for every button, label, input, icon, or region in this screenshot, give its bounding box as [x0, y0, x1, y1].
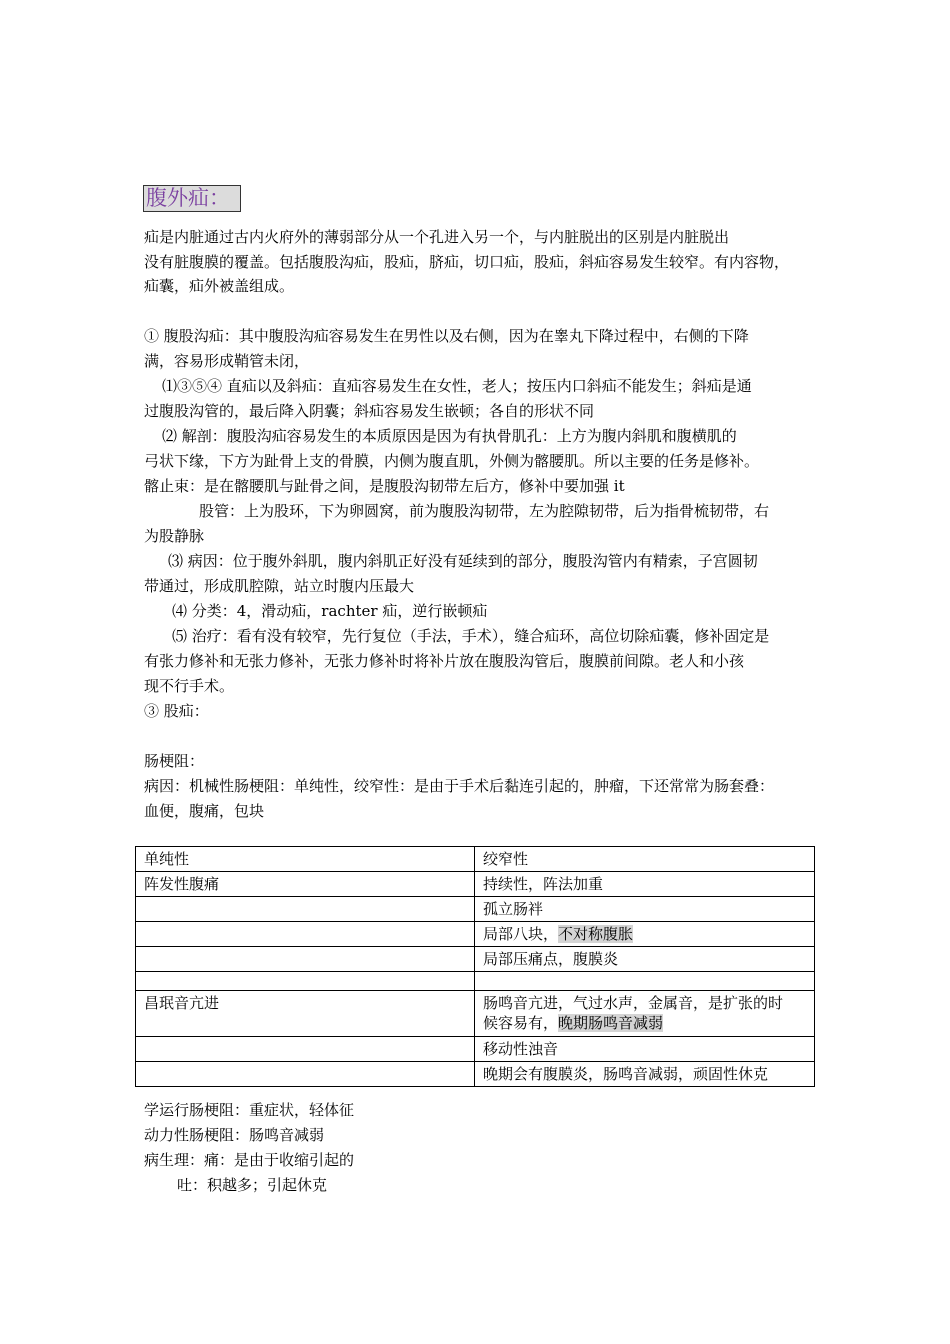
- table-header-strangulated: 绞窄性: [475, 847, 815, 872]
- table-cell: 阵发性腹痛: [136, 872, 475, 897]
- direct-indirect-line-1: ⑴③⑤④ 直疝以及斜疝：直疝容易发生在女性，老人；按压内口斜疝不能发生；斜疝是通: [162, 377, 752, 395]
- table-row: [136, 1062, 815, 1087]
- section-title: 腹外疝：: [143, 185, 241, 212]
- classification-line: ⑷ 分类：4，滑动疝，rachter 疝，逆行嵌顿疝: [172, 602, 488, 620]
- table-cell: 移动性浊音: [475, 1037, 815, 1062]
- table-cell: [136, 947, 475, 972]
- etiology-obstruction-line-1: 病因：机械性肠梗阻：单纯性，绞窄性：是由于手术后黏连引起的，肿瘤，下还常常为肠套叠：: [144, 777, 775, 795]
- table-cell: 晚期会有腹膜炎，肠鸣音减弱，顽固性休克: [475, 1062, 815, 1087]
- comparison-table: [135, 846, 815, 1087]
- table-cell-text: 候容易有，: [483, 1014, 559, 1032]
- table-row-empty: [136, 972, 815, 991]
- table-cell: [136, 897, 475, 922]
- femoral-hernia-heading: ③ 股疝：: [144, 702, 209, 720]
- table-header-simple: 单纯性: [136, 847, 475, 872]
- anatomy-line-1: ⑵ 解剖：腹股沟疝容易发生的本质原因是因为有执骨肌孔：上方为腹内斜肌和腹横肌的: [162, 427, 737, 445]
- etiology-line-2: 带通过，形成肌腔隙，站立时腹内压最大: [144, 577, 415, 595]
- dynamic-obstruction-line-2: 动力性肠梗阻：肠鸣音减弱: [144, 1126, 325, 1144]
- table-cell: [136, 1062, 475, 1087]
- inguinal-hernia-line-1: ① 腹股沟疝：其中腹股沟疝容易发生在男性以及右侧，因为在睾丸下降过程中，右侧的下降: [144, 327, 749, 345]
- femoral-canal-line-2: 为股静脉: [144, 527, 205, 545]
- anatomy-line-2: 弓状下缘，下方为趾骨上支的骨膜，内侧为腹直肌，外侧为髂腰肌。所以主要的任务是修补。: [144, 452, 760, 470]
- table-row: [136, 947, 815, 972]
- pathophysiology-line-2: 吐：积越多；引起休克: [177, 1176, 328, 1194]
- table-row: [136, 872, 815, 897]
- table-cell: 孤立肠袢: [475, 897, 815, 922]
- femoral-canal-line-1: 股管：上为股环，下为卵圆窝，前为腹股沟韧带，左为腔隙韧带，后为指骨梳韧带，右: [199, 502, 770, 520]
- table-cell: [475, 922, 815, 947]
- dynamic-obstruction-line-1: 学运行肠梗阻：重症状，轻体征: [144, 1101, 355, 1119]
- pathophysiology-line-1: 病生理：痛：是由于收缩引起的: [144, 1151, 355, 1169]
- table-cell: [475, 972, 815, 991]
- table-cell: [475, 991, 815, 1037]
- direct-indirect-line-2: 过腹股沟管的，最后降入阴囊；斜疝容易发生嵌顿；各自的形状不同: [144, 402, 595, 420]
- table-cell-text: 肠鸣音亢进，气过水声，金属音，是扩张的时: [483, 994, 784, 1012]
- table-row: [136, 922, 815, 947]
- table-header-row: [136, 847, 815, 872]
- anatomy-line-3: 髂止束：是在髂腰肌与趾骨之间，是腹股沟韧带左后方，修补中要加强 it: [144, 477, 625, 495]
- table-cell: 局部压痛点，腹膜炎: [475, 947, 815, 972]
- intro-line-2: 没有脏腹膜的覆盖。包括腹股沟疝，股疝，脐疝，切口疝，股疝，斜疝容易发生较窄。有内容物，: [144, 253, 790, 271]
- table-cell: 昌珉音亢进: [136, 991, 475, 1037]
- etiology-line-1: ⑶ 病因：位于腹外斜肌，腹内斜肌正好没有延续到的部分，腹股沟管内有精索，子宫圆韧: [168, 552, 758, 570]
- treatment-line-3: 现不行手术。: [144, 677, 235, 695]
- intro-line-1: 疝是内脏通过古内火府外的薄弱部分从一个孔进入另一个，与内脏脱出的区别是内脏脱出: [144, 228, 730, 246]
- highlighted-text: 晚期肠鸣音减弱: [558, 1014, 664, 1032]
- table-cell: [136, 972, 475, 991]
- table-cell: 持续性，阵法加重: [475, 872, 815, 897]
- table-cell: [136, 922, 475, 947]
- treatment-line-2: 有张力修补和无张力修补，无张力修补时将补片放在腹股沟管后，腹膜前间隙。老人和小孩: [144, 652, 745, 670]
- table-row: [136, 1037, 815, 1062]
- highlighted-text: 不对称腹胀: [558, 925, 634, 943]
- table-cell: [136, 1037, 475, 1062]
- table-row: [136, 991, 815, 1037]
- table-row: [136, 897, 815, 922]
- table-cell-text: 局部八块，: [483, 925, 559, 943]
- intro-line-3: 疝囊，疝外被盖组成。: [144, 277, 295, 295]
- etiology-obstruction-line-2: 血便，腹痛，包块: [144, 802, 265, 820]
- inguinal-hernia-line-2: 满，容易形成鞘管未闭，: [144, 352, 310, 370]
- intestinal-obstruction-heading: 肠梗阻：: [144, 752, 205, 770]
- treatment-line-1: ⑸ 治疗：看有没有较窄，先行复位（手法，手术），缝合疝环，高位切除疝囊，修补固定是: [172, 627, 770, 645]
